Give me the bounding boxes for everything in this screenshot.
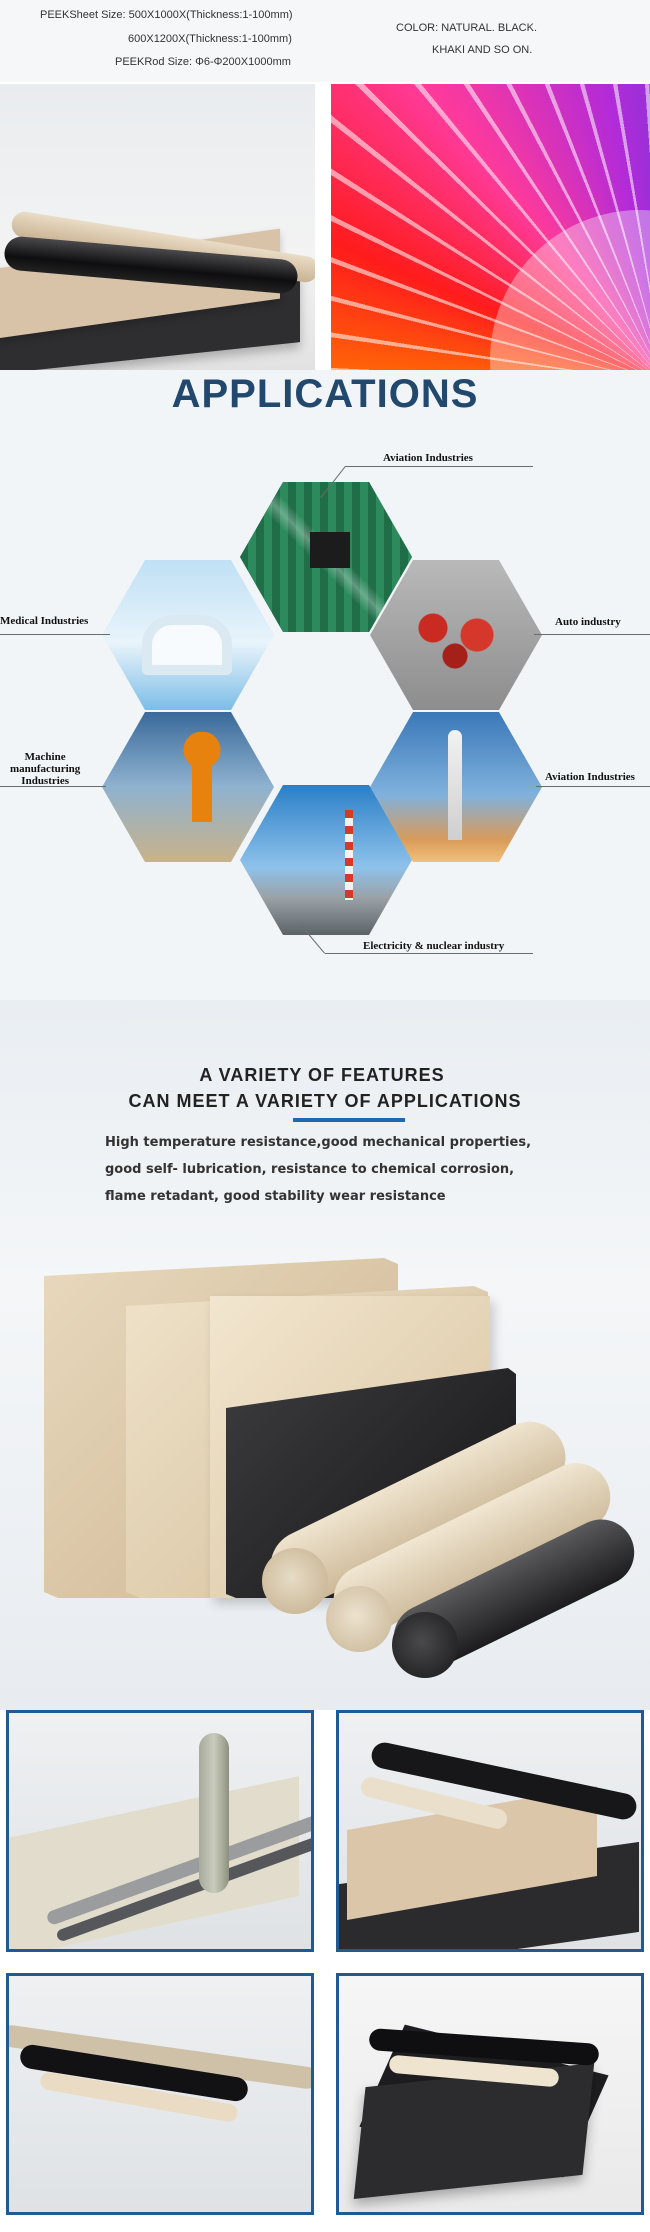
- label-medical-industries: Medical Industries: [0, 615, 89, 627]
- sheet-size-line: PEEKSheet Size: 500X1000X(Thickness:1-100mm): [40, 9, 293, 21]
- label-machine-line2: manufacturing: [10, 763, 81, 775]
- heading-underline: [293, 1118, 405, 1122]
- sheet-size-line-2: 600X1200X(Thickness:1-100mm): [128, 33, 292, 45]
- connector-line: [536, 786, 650, 787]
- features-heading-2: CAN MEET A VARIETY OF APPLICATIONS: [128, 1091, 522, 1111]
- applications-title: APPLICATIONS: [171, 372, 479, 416]
- rod-end-face: [262, 1548, 328, 1614]
- color-line-2: KHAKI AND SO ON.: [432, 44, 533, 56]
- label-auto-industry: Auto industry: [555, 616, 621, 628]
- tube: [199, 1733, 229, 1893]
- connector-line: [345, 466, 533, 467]
- peek-products-photo: [0, 84, 315, 370]
- peek-sheets-and-rods-photo: [336, 1710, 644, 1952]
- connector-line: [0, 634, 110, 635]
- color-swatch-fan-photo: [331, 84, 650, 370]
- connector-line: [325, 953, 533, 954]
- rod-size-line: PEEKRod Size: Φ6-Φ200X1000mm: [115, 56, 291, 68]
- rod-end-face: [326, 1586, 392, 1652]
- label-electricity-nuclear: Electricity & nuclear industry: [363, 940, 505, 952]
- peek-rods-photo: [6, 1973, 314, 2215]
- feature-description-line: good self- lubrication, resistance to chemical corrosion,: [105, 1162, 515, 1177]
- black-peek-sheets-photo: [336, 1973, 644, 2215]
- label-machine-line3: Industries: [21, 775, 69, 787]
- label-machine-line1: Machine: [24, 751, 66, 763]
- label-aviation-industries-2: Aviation Industries: [545, 771, 635, 783]
- rod-end-face: [392, 1612, 458, 1678]
- features-heading-1: A VARIETY OF FEATURES: [199, 1065, 445, 1085]
- feature-description-line: flame retadant, good stability wear resistance: [105, 1189, 446, 1204]
- label-machine-manufacturing: [10, 751, 80, 787]
- connector-line: [534, 634, 650, 635]
- color-line: COLOR: NATURAL. BLACK.: [396, 22, 537, 34]
- feature-description-line: High temperature resistance,good mechanical properties,: [105, 1135, 532, 1150]
- peek-rods-and-tubes-photo: [6, 1710, 314, 1952]
- spec-banner: [0, 0, 650, 82]
- label-aviation-industries: Aviation Industries: [383, 452, 473, 464]
